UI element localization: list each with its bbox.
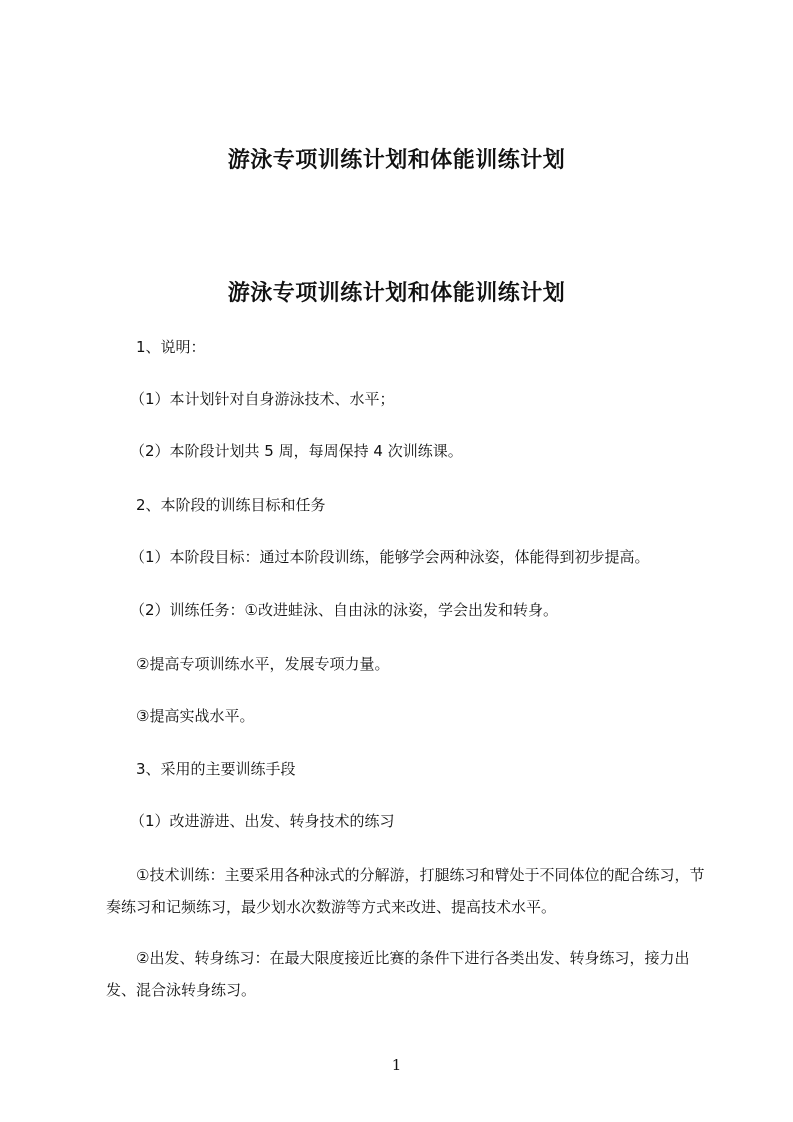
section-1-item-2: （2）本阶段计划共 5 周，每周保持 4 次训练课。 [130, 442, 463, 460]
section-2-task-3: ③提高实战水平。 [136, 707, 255, 725]
start-turn-paragraph: ②出发、转身练习：在最大限度接近比赛的条件下进行各类出发、转身练习，接力出发、混合泳转身练习。 [106, 949, 690, 999]
section-3-heading: 3、采用的主要训练手段 [136, 760, 296, 778]
section-2-task-2: ②提高专项训练水平，发展专项力量。 [136, 655, 390, 673]
section-2-heading: 2、本阶段的训练目标和任务 [136, 496, 326, 514]
document-main-title: 游泳专项训练计划和体能训练计划 [227, 281, 566, 306]
section-3-item-1: （1）改进游进、出发、转身技术的练习 [130, 812, 395, 830]
section-2-item-1: （1）本阶段目标：通过本阶段训练，能够学会两种泳姿，体能得到初步提高。 [130, 548, 650, 566]
document-header-title: 游泳专项训练计划和体能训练计划 [227, 148, 566, 173]
technique-training-paragraph: ①技术训练：主要采用各种泳式的分解游，打腿练习和臂处于不同体位的配合练习，节奏练习和记频练习，最少划水次数游等方式来改进、提高技术水平。 [106, 866, 705, 916]
section-1-heading: 1、说明： [136, 338, 206, 356]
section-2-item-2: （2）训练任务：①改进蛙泳、自由泳的泳姿，学会出发和转身。 [130, 601, 558, 619]
section-1-item-1: （1）本计划针对自身游泳技术、水平； [130, 390, 395, 408]
page-number: 1 [391, 1056, 402, 1074]
